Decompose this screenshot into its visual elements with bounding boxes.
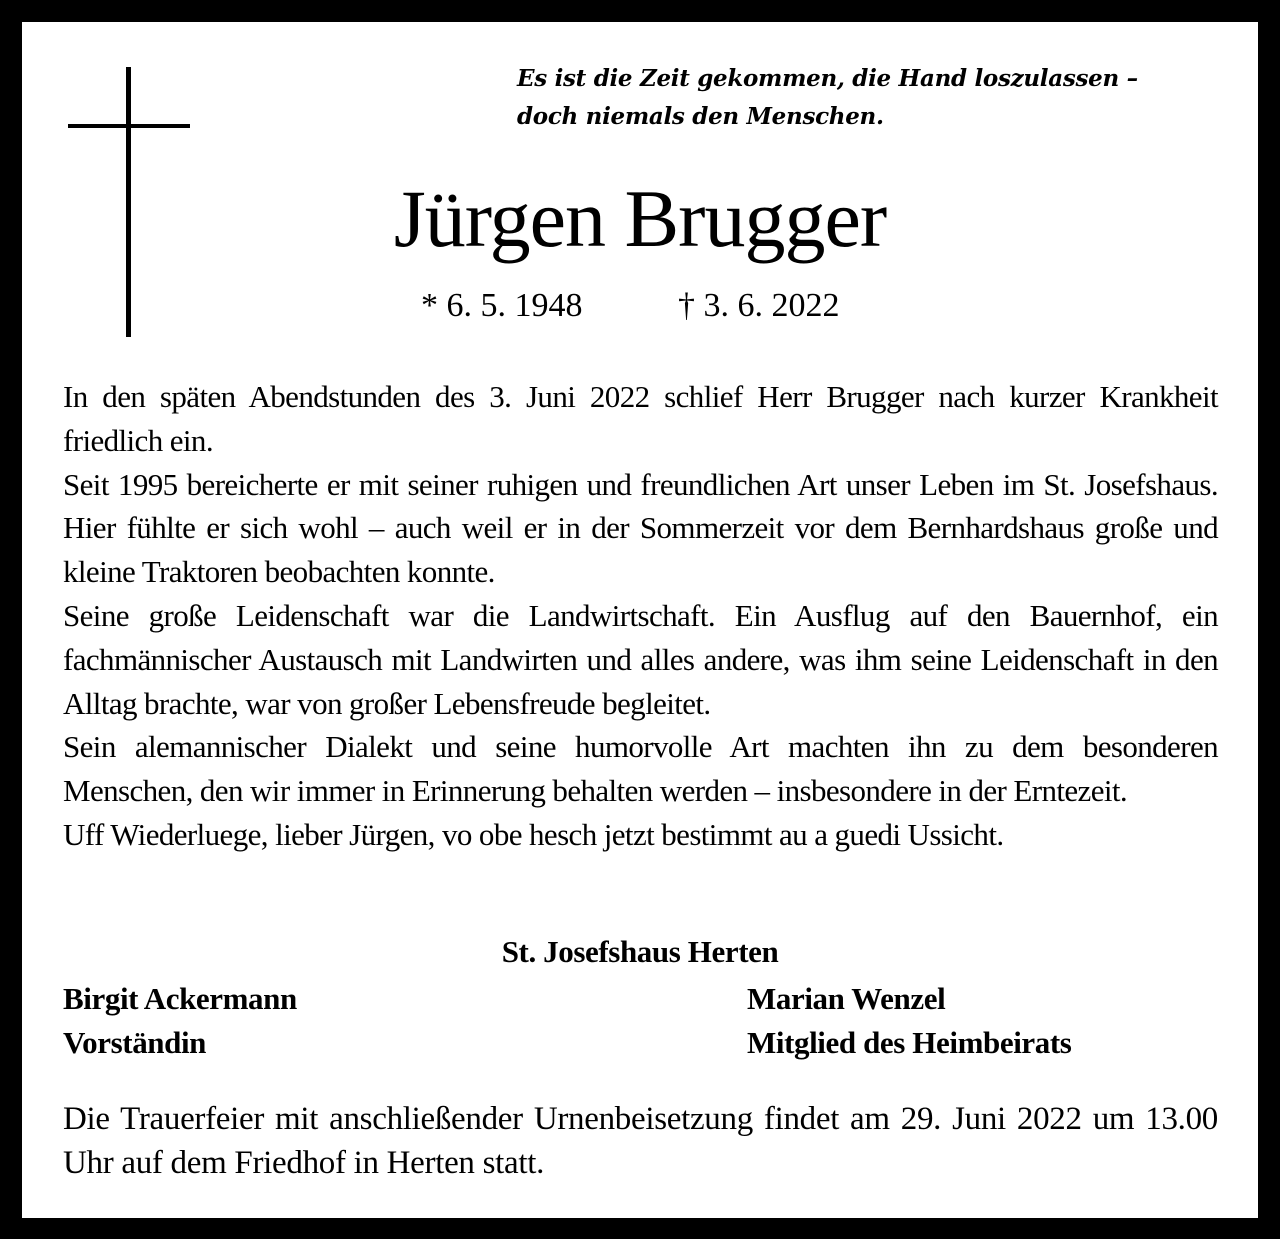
death-date: † 3. 6. 2022 [678,287,840,324]
motto-line-2: doch niemals den Menschen. [517,103,884,130]
obituary-text [63,375,1218,857]
signatory-name: Birgit Ackermann [63,981,297,1016]
paragraph: Seine große Leidenschaft war die Landwirtschaft. Ein Ausflug auf den Bauernhof, ein fachmännischer Austausch mit Landwirten und alles andere, was ihm seine Leidenschaft in den Alltag brachte, war von großer Lebensfreude begleitet. [63,597,1218,721]
funeral-announcement [63,1097,1218,1185]
organization-name: St. Josefshaus Herten [501,934,779,969]
paragraph: Sein alemannischer Dialekt und seine humorvolle Art machten ihn zu dem besonderen Menschen, den wir immer in Erinnerung behalten werden – insbesondere in der Erntezeit. [63,729,1218,809]
paragraph: In den späten Abendstunden des 3. Juni 2022 schlief Herr Brugger nach kurzer Krankheit friedlich ein. [63,379,1218,458]
birth-date: * 6. 5. 1948 [421,287,583,324]
signatory-role: Vorständin [63,1025,207,1060]
signatory-right [747,977,1071,1065]
motto-quote [517,60,1237,136]
motto-line-1: Es ist die Zeit gekommen, die Hand loszulassen – [517,65,1138,92]
deceased-name: Jürgen Brugger [393,173,887,264]
signatory-left [63,977,297,1065]
funeral-text: Die Trauerfeier mit anschließender Urnenbeisetzung findet am 29. Juni 2022 um 13.00 Uhr auf dem Friedhof in Herten statt. [63,1101,1218,1181]
signatory-name: Marian Wenzel [747,981,946,1016]
paragraph: Seit 1995 bereicherte er mit seiner ruhigen und freundlichen Art unser Leben im St. Josefshaus. Hier fühlte er sich wohl – auch weil er in der Sommerzeit vor dem Bernhardshaus große und kleine Traktoren beobachten konnte. [63,466,1218,590]
paragraph: Uff Wiederluege, lieber Jürgen, vo obe hesch jetzt bestimmt au a guedi Ussicht. [63,816,1004,852]
signatory-role: Mitglied des Heimbeirats [747,1025,1072,1060]
